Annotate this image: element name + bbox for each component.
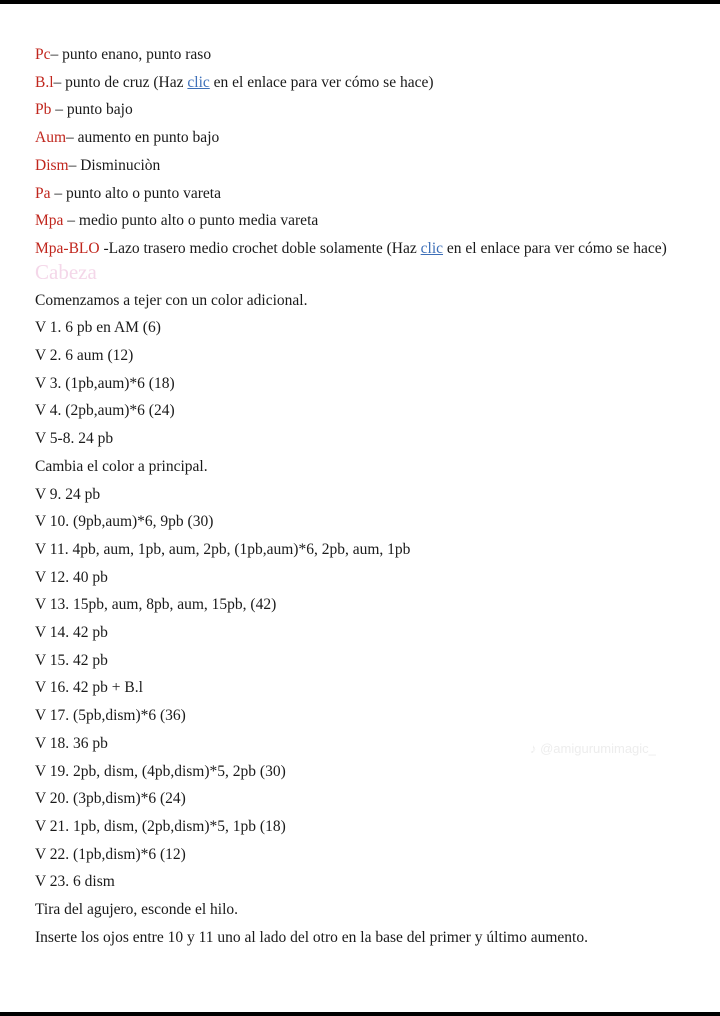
legend-abbr: B.l	[35, 73, 54, 91]
legend-text: – Disminuciòn	[68, 156, 161, 174]
legend-text: -Lazo trasero medio crochet doble solamente (Haz	[99, 239, 421, 257]
legend-item-pb	[35, 96, 695, 124]
legend-text: – punto bajo	[51, 101, 133, 119]
legend-item-mpa	[35, 207, 695, 235]
legend-item-pa	[35, 180, 695, 208]
legend-text-after: en el enlace para ver cómo se hace)	[443, 239, 667, 257]
pattern-row: V 18. 36 pb	[35, 734, 108, 752]
watermark: ♪ @amigurumimagic_	[530, 741, 656, 756]
pattern-row: V 10. (9pb,aum)*6, 9pb (30)	[35, 513, 214, 531]
pattern-row: V 13. 15pb, aum, 8pb, aum, 15pb, (42)	[35, 596, 277, 614]
pattern-row: V 2. 6 aum (12)	[35, 347, 134, 365]
pattern-row: V 4. (2pb,aum)*6 (24)	[35, 402, 175, 420]
pattern-row: V 17. (5pb,dism)*6 (36)	[35, 707, 186, 725]
pattern-row: V 15. 42 pb	[35, 651, 108, 669]
clic-link[interactable]: clic	[420, 239, 444, 257]
legend-item-bl	[35, 69, 695, 97]
instruction-finish: Tira del agujero, esconde el hilo.	[35, 901, 239, 919]
legend-abbr: Pb	[35, 101, 52, 119]
pattern-row: V 16. 42 pb + B.l	[35, 679, 143, 697]
legend-item-aum	[35, 124, 695, 152]
pattern-document	[35, 41, 695, 952]
bottom-border	[0, 1012, 720, 1016]
legend-text: – aumento en punto bajo	[66, 129, 220, 147]
pattern-row: V 3. (1pb,aum)*6 (18)	[35, 374, 175, 392]
pattern-row: V 12. 40 pb	[35, 568, 108, 586]
pattern-row: V 14. 42 pb	[35, 624, 108, 642]
instruction-eyes: Inserte los ojos entre 10 y 11 uno al lado del otro en la base del primer y último aumento.	[35, 928, 588, 946]
legend-abbr: Mpa-BLO	[35, 239, 100, 257]
legend-item-pc	[35, 41, 695, 69]
legend-text-after: en el enlace para ver cómo se hace)	[209, 73, 434, 91]
instruction-color-change: Cambia el color a principal.	[35, 457, 208, 475]
pattern-row: V 19. 2pb, dism, (4pb,dism)*5, 2pb (30)	[35, 762, 286, 780]
legend-abbr: Pc	[35, 46, 51, 63]
rows-group-b	[35, 481, 695, 897]
top-border	[0, 0, 720, 4]
legend-item-mpa-blo	[35, 235, 695, 263]
pattern-row: V 9. 24 pb	[35, 485, 101, 503]
legend-text: – punto de cruz (Haz	[53, 73, 188, 91]
instruction-intro: Comenzamos a tejer con un color adicional.	[35, 291, 308, 309]
pattern-row: V 22. (1pb,dism)*6 (12)	[35, 845, 186, 863]
pattern-row: V 11. 4pb, aum, 1pb, aum, 2pb, (1pb,aum)*6, 2pb, aum, 1pb	[35, 540, 411, 558]
pattern-row: V 21. 1pb, dism, (2pb,dism)*5, 1pb (18)	[35, 817, 286, 835]
pattern-row: V 20. (3pb,dism)*6 (24)	[35, 790, 186, 808]
legend-abbr: Dism	[35, 156, 69, 174]
legend-abbr: Aum	[35, 129, 66, 147]
legend-text: – punto enano, punto raso	[50, 46, 212, 63]
clic-link[interactable]: clic	[187, 73, 210, 91]
legend-text: – punto alto o punto vareta	[50, 184, 221, 202]
legend-abbr: Pa	[35, 184, 51, 202]
rows-group-a	[35, 314, 695, 453]
pattern-row: V 23. 6 dism	[35, 873, 115, 891]
legend-text: – medio punto alto o punto media vareta	[63, 212, 319, 230]
section-heading: Cabeza	[35, 259, 97, 284]
pattern-row: V 5-8. 24 pb	[35, 430, 114, 448]
legend-item-dism	[35, 152, 695, 180]
legend-abbr: Mpa	[35, 212, 64, 230]
pattern-row: V 1. 6 pb en AM (6)	[35, 319, 161, 337]
